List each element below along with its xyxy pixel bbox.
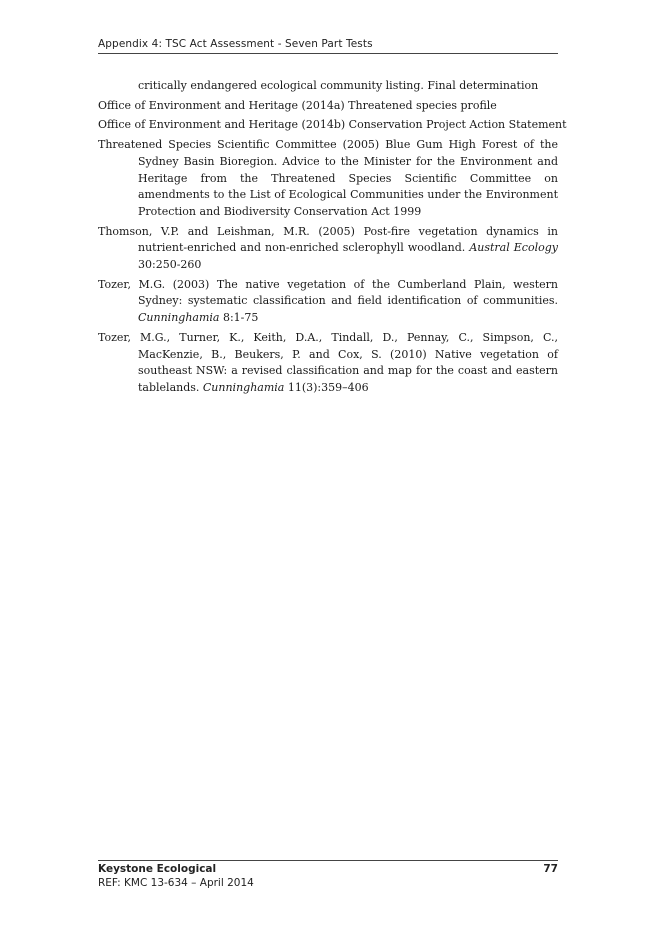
journal-title: Austral Ecology: [469, 241, 558, 255]
journal-title: Cunninghamia: [138, 311, 220, 325]
reference-list: [98, 78, 567, 400]
page-number: 77: [543, 863, 558, 875]
reference-text: Tozer, M.G., Turner, K., Keith, D.A., Tindall, D., Pennay, C., Simpson, C., MacKenzie, B., Beukers, P. and Cox, S. (2010) Native vegetation of southeast NSW: a revised classification and map for the coast and eastern tablelands.: [98, 330, 558, 394]
reference-citation: 30:250-260: [138, 258, 202, 272]
reference-text: Thomson, V.P. and Leishman, M.R. (2005) Post-fire vegetation dynamics in nutrient-enriched and non-enriched sclerophyll woodland.: [98, 224, 558, 255]
journal-title: Cunninghamia: [202, 380, 285, 394]
reference-item: Office of Environment and Heritage (2014a) Threatened species profile: [98, 98, 497, 112]
reference-item: [98, 224, 558, 274]
reference-item: [98, 277, 558, 327]
reference-text: Tozer, M.G. (2003) The native vegetation of the Cumberland Plain, western Sydney: systematic classification and field identification of communities.: [98, 277, 558, 308]
reference-item: Office of Environment and Heritage (2014b) Conservation Project Action Statement: [98, 118, 567, 132]
reference-citation: 11(3):359–406: [284, 380, 369, 394]
reference-item: Threatened Species Scientific Committee (2005) Blue Gum High Forest of the Sydney Basin Bioregion. Advice to the Minister for the Environment and Heritage from the Threatened Species Scientific Committee on amendments to the List of Ecological Communities under the Environment Protection and Biodiversity Conservation Act 1999: [98, 138, 558, 218]
reference-citation: 8:1-75: [219, 311, 259, 325]
reference-item: critically endangered ecological community listing. Final determination: [138, 79, 539, 92]
page-header-title: Appendix 4: TSC Act Assessment - Seven Part Tests: [98, 38, 373, 50]
header-divider: [98, 53, 558, 54]
footer-company-name: Keystone Ecological: [98, 863, 217, 875]
reference-item: [98, 330, 558, 397]
footer-document-reference: REF: KMC 13-634 – April 2014: [98, 877, 254, 889]
footer-divider: [98, 860, 558, 861]
